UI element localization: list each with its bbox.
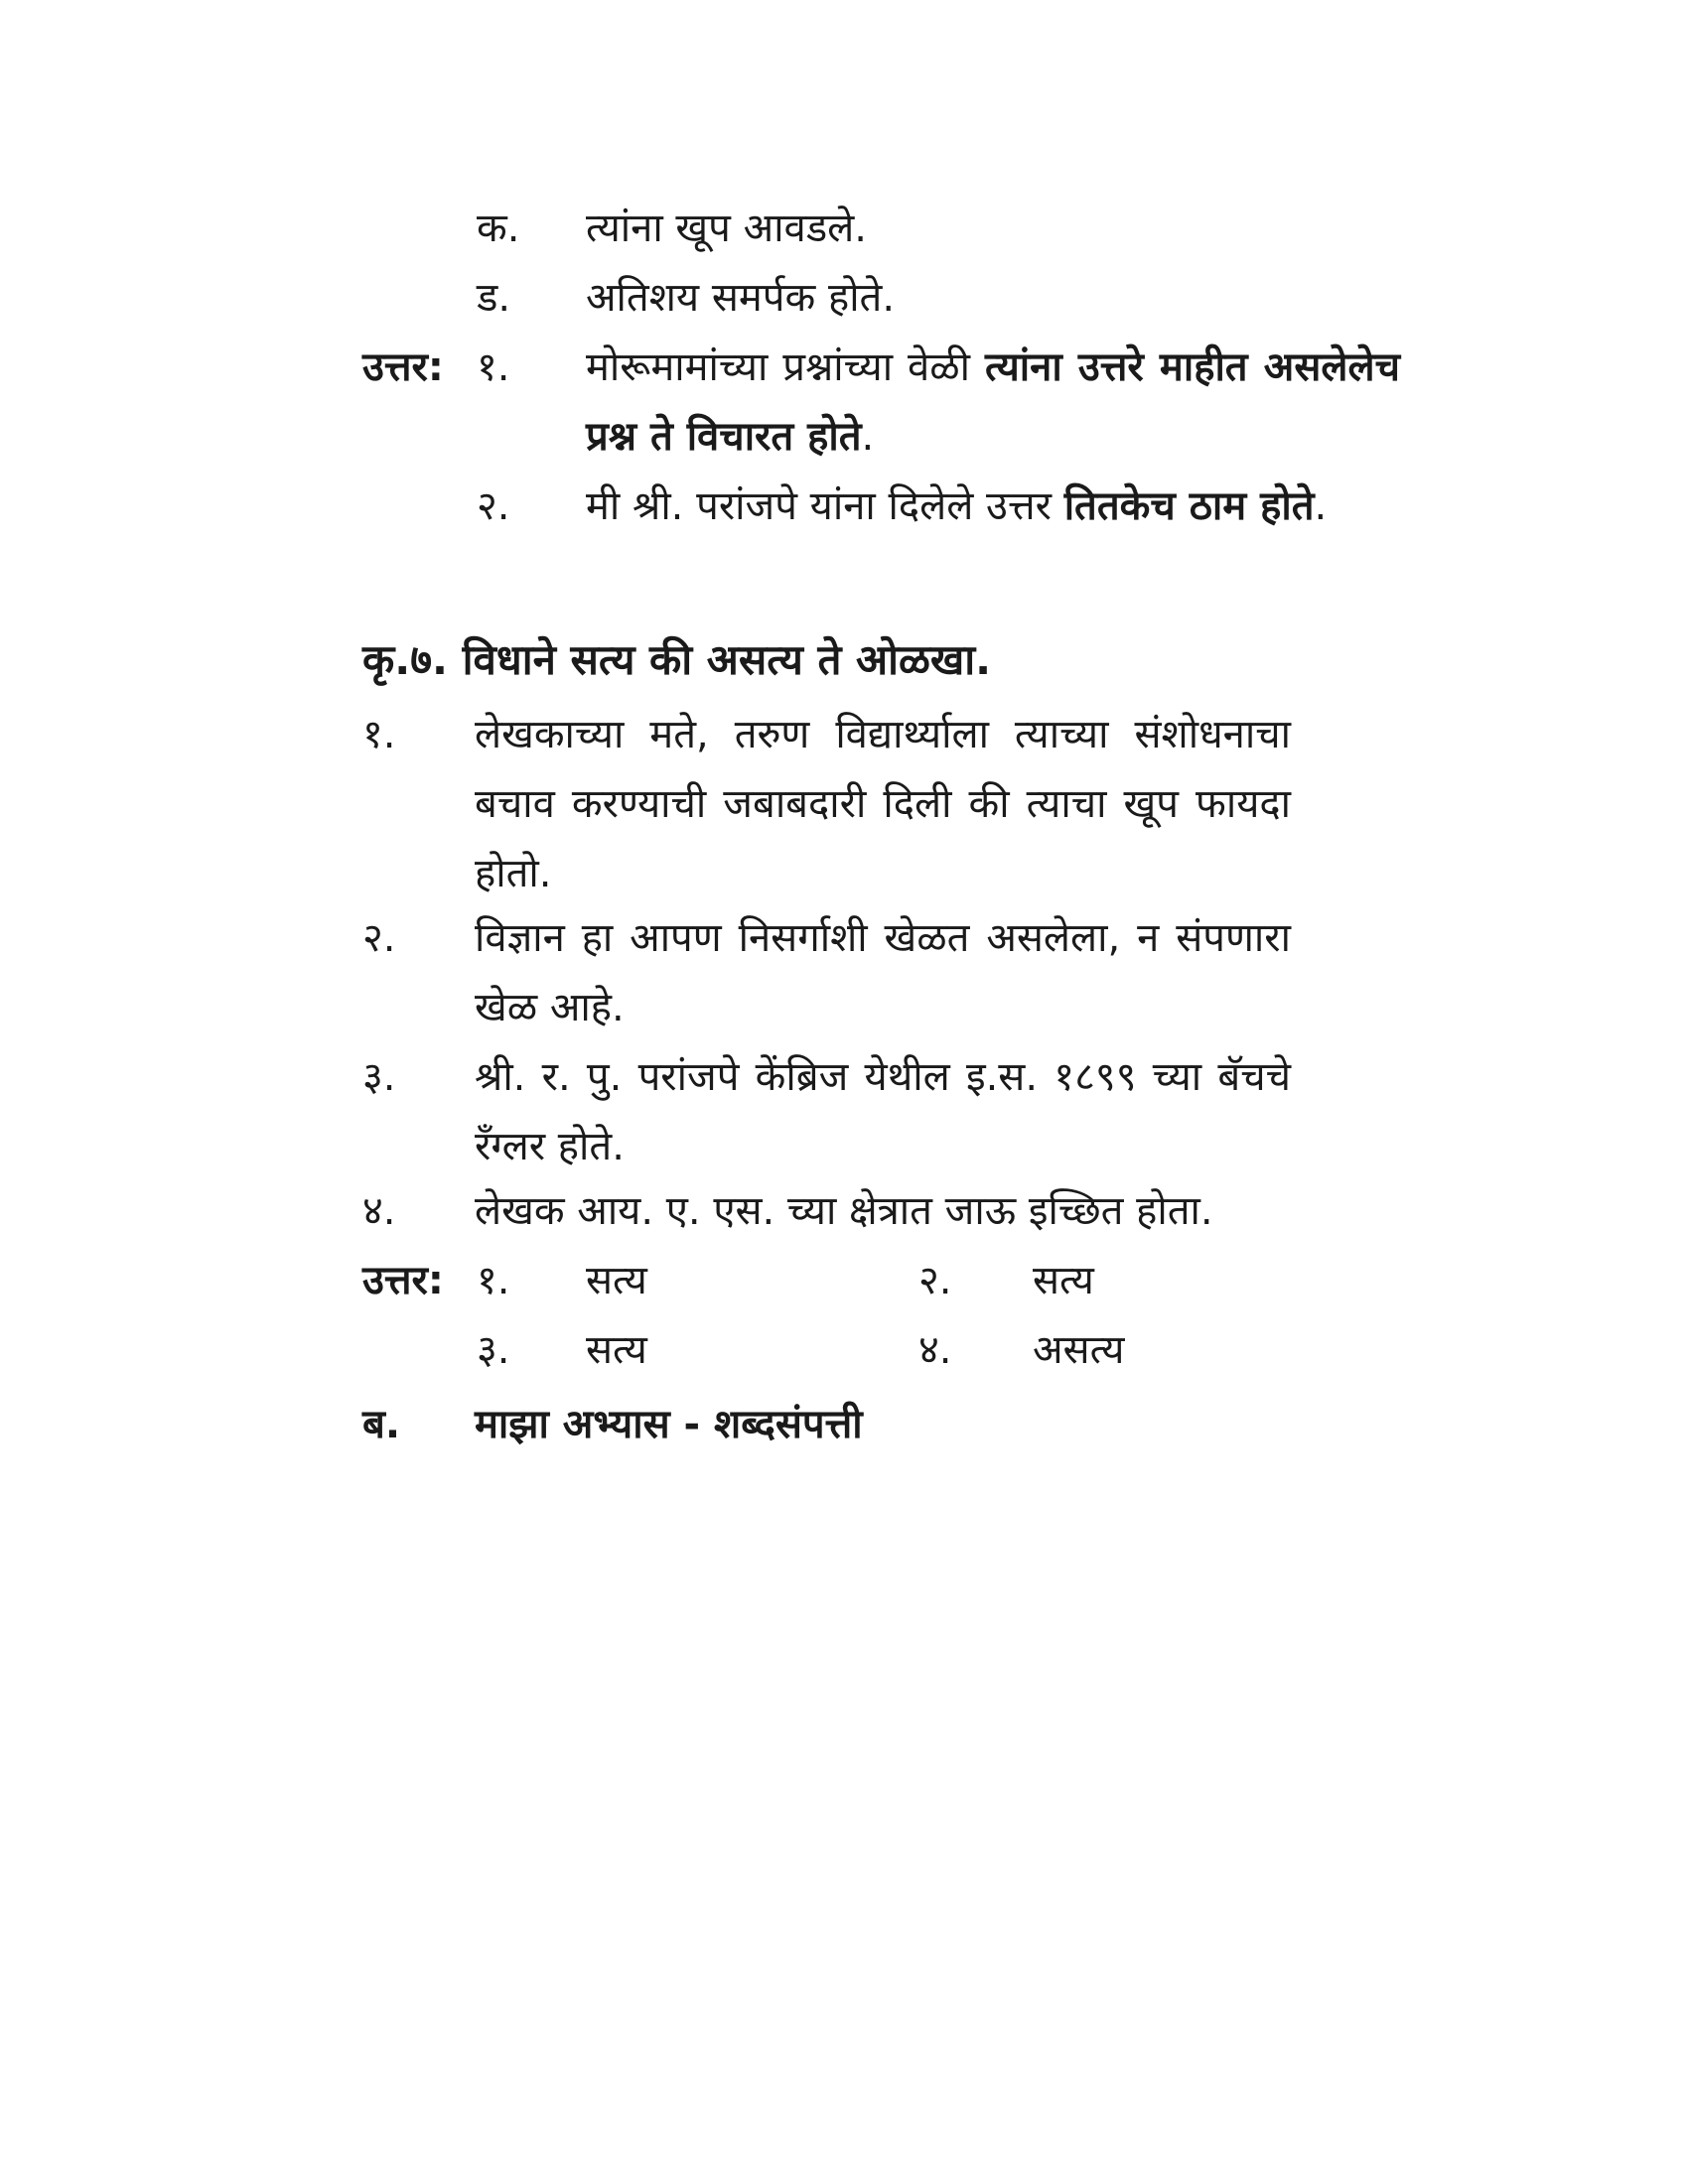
answer-value: सत्य [586, 1258, 647, 1303]
answer-text: मोरूमामांच्या प्रश्नांच्या वेळी त्यांना उत्तरे माहीत असलेलेच प्रश्न ते विचारत होते. [586, 344, 1401, 460]
section-title: माझा अभ्यास - शब्दसंपत्ती [475, 1402, 863, 1447]
answer-label: उत्तर: [362, 1258, 444, 1303]
answer-text: मी श्री. परांजपे यांना दिलेले उत्तर तितकेच ठाम होते. [586, 483, 1328, 529]
answer-value: सत्य [1033, 1258, 1094, 1303]
answer-number: २. [477, 483, 510, 529]
answer-label: उत्तर: [362, 344, 444, 390]
answer-value: असत्य [1033, 1327, 1125, 1373]
statement-text: लेखक आय. ए. एस. च्या क्षेत्रात जाऊ इच्छित होता. [475, 1188, 1213, 1234]
answer-number: १. [477, 1258, 510, 1303]
statement-number: ४. [362, 1188, 396, 1234]
option-text: त्यांना खूप आवडले. [586, 205, 867, 251]
section-marker: ब. [362, 1402, 401, 1447]
statement-text: श्री. र. पु. परांजपे केंब्रिज येथील इ.स. १८९९ च्या बॅचचे रँग्लर होते. [475, 1054, 1291, 1169]
statement-text: लेखकाच्या मते, तरुण विद्यार्थ्याला त्याच्या संशोधनाचा बचाव करण्याची जबाबदारी दिली की त्याचा खूप फायदा होतो. [475, 712, 1291, 896]
statement-number: २. [362, 915, 396, 961]
question-heading: कृ.७. विधाने सत्य की असत्य ते ओळखा. [362, 635, 992, 684]
option-marker: क. [477, 205, 520, 251]
option-text: अतिशय समर्पक होते. [586, 275, 896, 321]
answer-number: ४. [918, 1327, 952, 1373]
statement-number: १. [362, 712, 396, 757]
statement-text: विज्ञान हा आपण निसर्गाशी खेळत असलेला, न संपणारा खेळ आहे. [475, 915, 1291, 1030]
option-marker: ड. [477, 275, 511, 321]
answer-number: १. [477, 344, 510, 390]
answer-value: सत्य [586, 1327, 647, 1373]
answer-number: २. [918, 1258, 952, 1303]
statement-number: ३. [362, 1054, 396, 1100]
answer-number: ३. [477, 1327, 510, 1373]
